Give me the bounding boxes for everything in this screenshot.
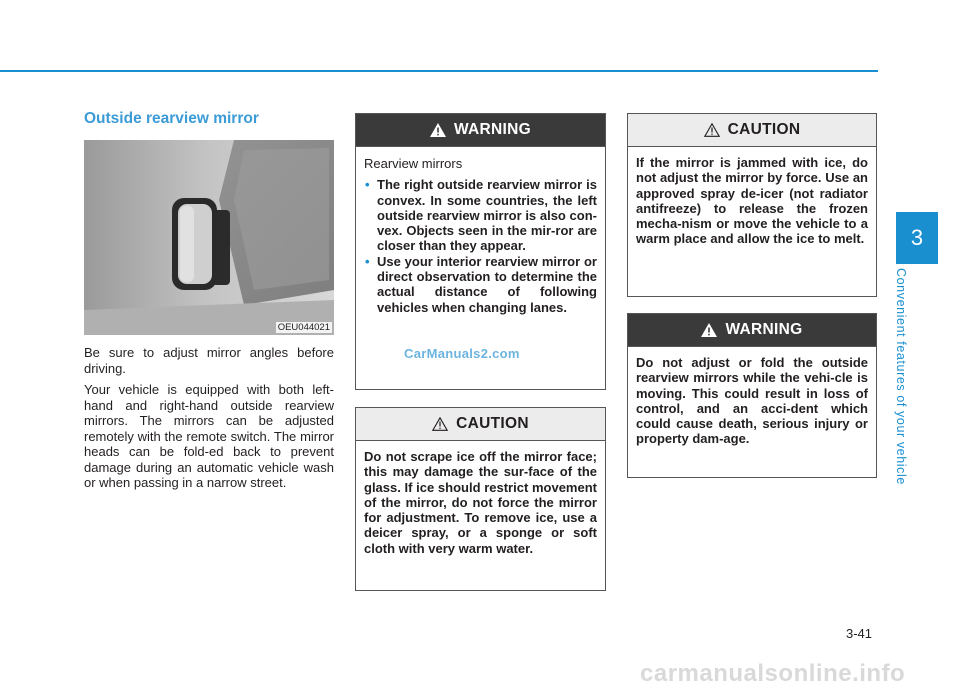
caution-box-ice bbox=[355, 407, 606, 591]
caution-header bbox=[356, 408, 605, 441]
caution-body bbox=[628, 147, 876, 255]
chapter-caption-container bbox=[894, 268, 927, 498]
caution-triangle-icon bbox=[704, 123, 720, 137]
warning-title: WARNING bbox=[453, 121, 531, 138]
warning-text: Do not adjust or fold the outside rearview mirrors while the vehi-cle is moving. This could result in loss of control, and an acci-dent which could cause death, serious injury or property dam-age. bbox=[636, 355, 868, 447]
caution-triangle-icon bbox=[432, 417, 448, 431]
warning-triangle-icon bbox=[701, 323, 717, 337]
top-rule bbox=[0, 70, 878, 72]
caution-title: CAUTION bbox=[456, 415, 529, 432]
caution-body bbox=[356, 441, 605, 564]
warning-header bbox=[356, 114, 605, 147]
bullet-dot-icon: • bbox=[365, 177, 370, 193]
caution-text: If the mirror is jammed with ice, do not adjust the mirror by force. Use an approved spray de-icer (not radiator antifreeze) to release the frozen mecha-nism or move the vehicle to a warm place and allow the ice to melt. bbox=[636, 155, 868, 247]
description-paragraph: Your vehicle is equipped with both left-hand and right-hand outside rearview mirrors. The mirrors can be adjusted remotely with the remote switch. The mirror heads can be fold-ed back to prevent damage during an automatic vehicle wash or when passing in a narrow street. bbox=[84, 382, 334, 490]
watermark: CarManuals2.com bbox=[404, 346, 520, 361]
warning-subtitle: Rearview mirrors bbox=[364, 156, 463, 171]
mirror-illustration bbox=[84, 140, 334, 335]
section-title: Outside rearview mirror bbox=[84, 110, 259, 127]
warning-box-fold bbox=[627, 313, 877, 478]
warning-bullet-text: The right outside rearview mirror is convex. In some countries, the left outside rearview mirror is also con-vex. Objects seen in the mir-ror are closer than they appear. bbox=[377, 177, 597, 254]
photo-code: OEU044021 bbox=[277, 322, 330, 333]
warning-bullet bbox=[364, 254, 597, 315]
page-number: 3-41 bbox=[846, 626, 873, 641]
intro-paragraph: Be sure to adjust mirror angles before driving. bbox=[84, 345, 334, 376]
chapter-caption: Convenient features of your vehicle bbox=[894, 268, 908, 485]
bullet-dot-icon: • bbox=[365, 253, 370, 269]
caution-title: CAUTION bbox=[727, 121, 801, 138]
caution-header bbox=[628, 114, 876, 147]
caution-text: Do not scrape ice off the mirror face; this may damage the sur-face of the glass. If ice should restrict movement of the mirror, do not force the mirror for adjustment. To remove ice, use a deicer spray, or a sponge or soft cloth with very warm water. bbox=[364, 449, 597, 556]
warning-header bbox=[628, 314, 876, 347]
chapter-tab: 3 bbox=[896, 212, 938, 264]
mirror-photo bbox=[84, 140, 334, 335]
warning-bullet bbox=[364, 177, 597, 253]
warning-title: WARNING bbox=[725, 321, 803, 338]
caution-box-jammed bbox=[627, 113, 877, 297]
warning-body bbox=[356, 147, 605, 323]
warning-body bbox=[628, 347, 876, 455]
warning-bullet-text: Use your interior rearview mirror or direct observation to determine the actual distance of following vehicles when changing lanes. bbox=[377, 253, 597, 315]
footer-watermark: carmanualsonline.info bbox=[640, 660, 906, 687]
warning-triangle-icon bbox=[430, 123, 446, 137]
